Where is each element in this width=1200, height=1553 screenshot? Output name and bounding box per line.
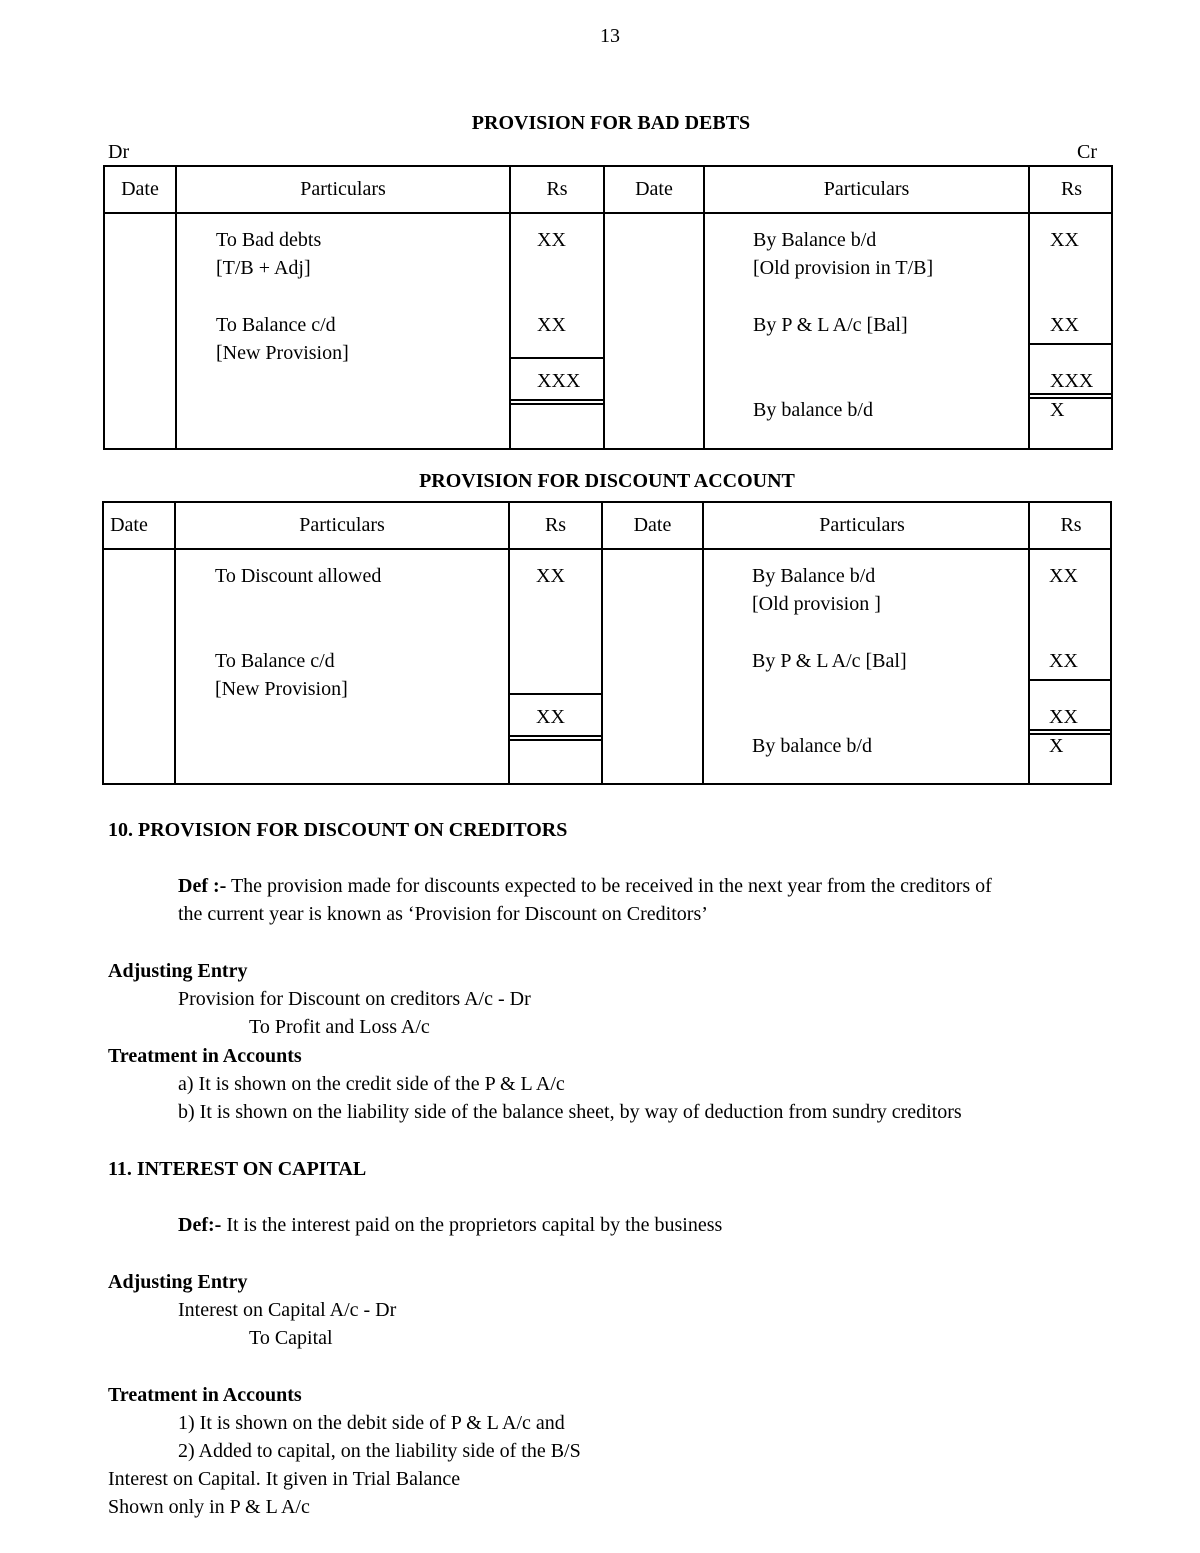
ledger-title-bad-debts: PROVISION FOR BAD DEBTS	[471, 112, 751, 134]
section-11-def-text: It is the interest paid on the proprietors capital by the business	[221, 1214, 723, 1236]
debit-total: XX	[536, 706, 565, 728]
section-11-treatment-2: 2) Added to capital, on the liability side of the B/S	[178, 1440, 581, 1462]
credit-entry-pl: By P & L A/c [Bal]	[753, 314, 908, 336]
section-11-definition	[178, 1211, 722, 1239]
credit-entry-balance-bd: By Balance b/d	[752, 565, 876, 587]
debit-entry-discount-allowed: To Discount allowed	[215, 565, 382, 587]
ledger-title-discount: PROVISION FOR DISCOUNT ACCOUNT	[419, 470, 795, 492]
header-particulars-credit: Particulars	[819, 514, 905, 536]
ledger-bad-debts	[103, 165, 1113, 450]
credit-total: XX	[1049, 706, 1078, 728]
section-11-adjusting-credit: To Capital	[249, 1327, 333, 1349]
debit-total: XXX	[537, 370, 581, 392]
cr-label: Cr	[1077, 141, 1097, 163]
debit-entry-balance-cd: To Balance c/d	[215, 650, 335, 672]
header-rs-debit: Rs	[546, 178, 568, 200]
debit-entry-balance-cd-note: [New Provision]	[216, 342, 349, 364]
credit-amount-pl: XX	[1050, 314, 1079, 336]
header-particulars-credit: Particulars	[823, 178, 910, 200]
section-10-def-label: Def :-	[178, 875, 227, 897]
header-particulars-debit: Particulars	[300, 178, 386, 200]
credit-amount-balance-bd-closing: X	[1049, 735, 1064, 757]
section-10-adjusting-credit: To Profit and Loss A/c	[249, 1016, 430, 1038]
section-11-adjusting-debit: Interest on Capital A/c - Dr	[178, 1299, 397, 1321]
credit-entry-balance-bd-note: [Old provision in T/B]	[753, 257, 934, 279]
section-10-def-text: The provision made for discounts expected to be received in the next year from the creditors of	[226, 875, 992, 897]
header-date-debit: Date	[121, 178, 159, 200]
header-date-credit: Date	[635, 178, 673, 200]
credit-total: XXX	[1050, 370, 1094, 392]
page-number: 13	[600, 25, 620, 47]
credit-entry-balance-bd-closing: By balance b/d	[753, 399, 873, 421]
debit-amount-bad-debts: XX	[537, 229, 566, 251]
section-10-treatment-heading: Treatment in Accounts	[108, 1045, 302, 1067]
section-10-treatment-a: a) It is shown on the credit side of the P & L A/c	[178, 1073, 565, 1095]
header-rs-credit: Rs	[1060, 514, 1082, 536]
section-11-heading: 11. INTEREST ON CAPITAL	[108, 1158, 367, 1180]
header-date-debit: Date	[110, 514, 148, 536]
ledger-discount	[102, 501, 1112, 785]
section-11-note-1: Interest on Capital. It given in Trial Balance	[108, 1468, 461, 1490]
header-rs-credit: Rs	[1060, 178, 1083, 200]
section-10-def-line-2: the current year is known as ‘Provision for Discount on Creditors’	[178, 903, 708, 925]
credit-entry-pl: By P & L A/c [Bal]	[752, 650, 907, 672]
header-particulars-debit: Particulars	[299, 514, 385, 536]
credit-amount-pl: XX	[1049, 650, 1078, 672]
credit-entry-balance-bd-note: [Old provision ]	[752, 593, 881, 615]
credit-amount-balance-bd: XX	[1049, 565, 1078, 587]
debit-amount-balance-cd: XX	[537, 314, 566, 336]
credit-entry-balance-bd: By Balance b/d	[753, 229, 877, 251]
section-10-adjusting-debit: Provision for Discount on creditors A/c - Dr	[178, 988, 531, 1010]
section-11-note-2: Shown only in P & L A/c	[108, 1496, 310, 1518]
section-11-def-label: Def:-	[178, 1214, 222, 1236]
credit-amount-balance-bd: XX	[1050, 229, 1079, 251]
section-10-heading: 10. PROVISION FOR DISCOUNT ON CREDITORS	[108, 819, 568, 841]
section-11-treatment-heading: Treatment in Accounts	[108, 1384, 302, 1406]
credit-amount-balance-bd-closing: X	[1050, 399, 1065, 421]
debit-entry-bad-debts: To Bad debts	[216, 229, 322, 251]
dr-label: Dr	[108, 141, 130, 163]
header-date-credit: Date	[633, 514, 672, 536]
section-10-definition	[178, 872, 992, 900]
header-rs-debit: Rs	[544, 514, 567, 536]
section-10-adjusting-heading: Adjusting Entry	[108, 960, 248, 982]
section-11-treatment-1: 1) It is shown on the debit side of P & L A/c and	[178, 1412, 565, 1434]
credit-entry-balance-bd-closing: By balance b/d	[752, 735, 872, 757]
debit-entry-balance-cd: To Balance c/d	[216, 314, 336, 336]
debit-entry-balance-cd-note: [New Provision]	[215, 678, 348, 700]
section-10-treatment-b: b) It is shown on the liability side of the balance sheet, by way of deduction from sundry creditors	[178, 1101, 962, 1123]
section-11-adjusting-heading: Adjusting Entry	[108, 1271, 248, 1293]
debit-entry-bad-debts-note: [T/B + Adj]	[216, 257, 311, 279]
debit-amount-discount-allowed: XX	[536, 565, 565, 587]
